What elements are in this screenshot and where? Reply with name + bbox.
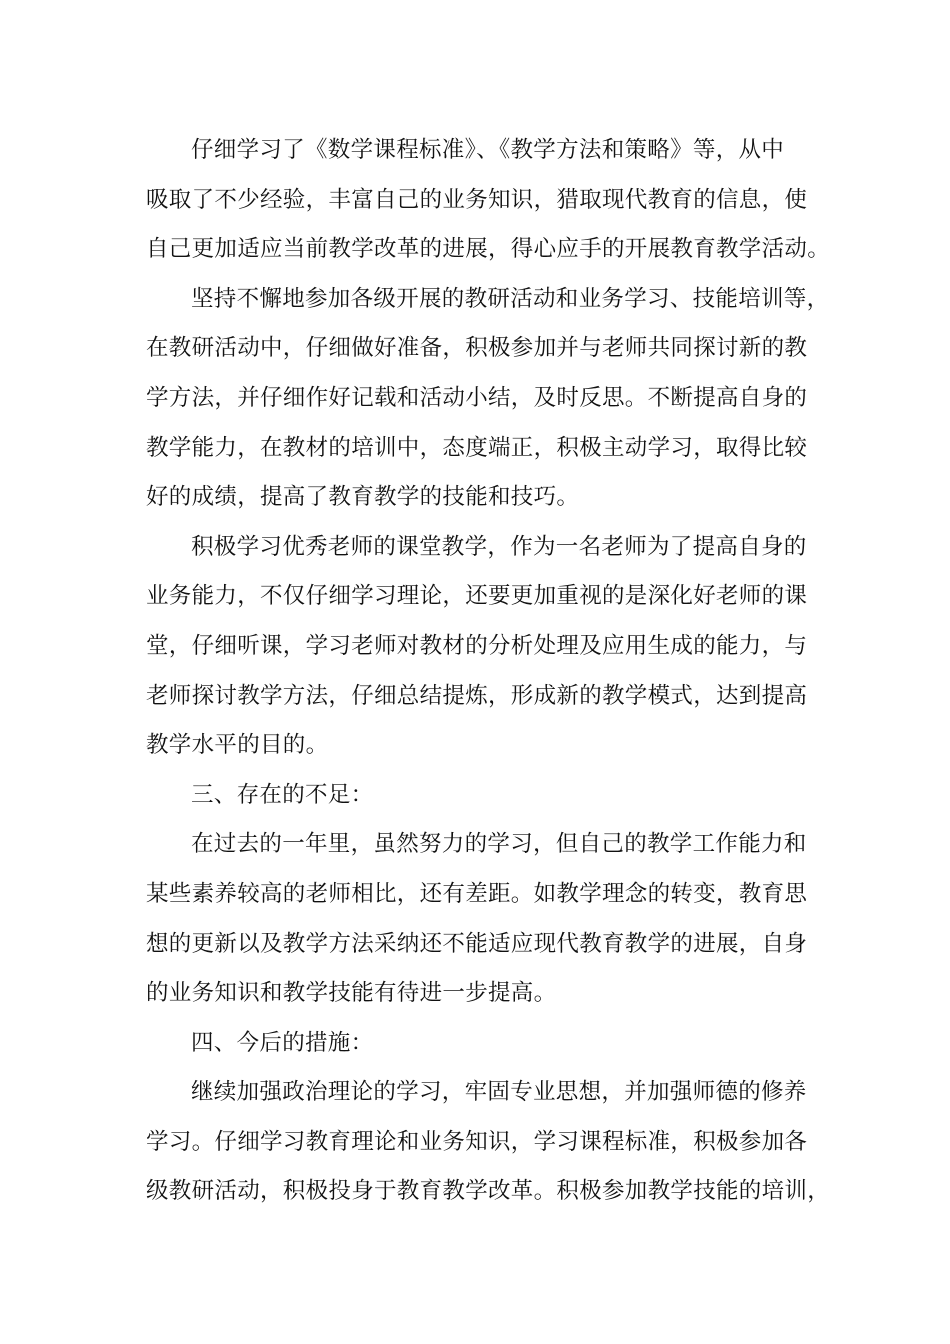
paragraph-line: 级教研活动，积极投身于教育教学改革。积极参加教学技能的培训， xyxy=(146,1178,831,1205)
paragraph-line: 继续加强政治理论的学习，牢固专业思想，并加强师德的修养 xyxy=(191,1079,807,1106)
paragraph-line: 学习。仔细学习教育理论和业务知识，学习课程标准，积极参加各 xyxy=(146,1128,808,1155)
paragraph-line: 自己更加适应当前教学改革的进展，得心应手的开展教育教学活动。 xyxy=(146,236,831,263)
paragraph-line: 教学水平的目的。 xyxy=(146,732,329,759)
paragraph-line: 的业务知识和教学技能有待进一步提高。 xyxy=(146,980,557,1007)
paragraph-line: 积极学习优秀老师的课堂教学，作为一名老师为了提高自身的 xyxy=(191,533,807,560)
paragraph-line: 坚持不懈地参加各级开展的教研活动和业务学习、技能培训等， xyxy=(191,285,830,312)
paragraph-line: 老师探讨教学方法，仔细总结提炼，形成新的教学模式，达到提高 xyxy=(146,682,808,709)
paragraph-line: 某些素养较高的老师相比，还有差距。如教学理念的转变，教育思 xyxy=(146,880,808,907)
paragraph-line: 教学能力，在教材的培训中，态度端正，积极主动学习，取得比较 xyxy=(146,434,808,461)
paragraph-line: 仔细学习了《数学课程标准》、《教学方法和策略》等，从中 xyxy=(191,137,785,163)
paragraph-line: 学方法，并仔细作好记载和活动小结，及时反思。不断提高自身的 xyxy=(146,384,808,411)
document-body xyxy=(146,126,834,1217)
paragraph-line: 好的成绩，提高了教育教学的技能和技巧。 xyxy=(146,484,580,511)
paragraph-line: 在教研活动中，仔细做好准备，积极参加并与老师共同探讨新的教 xyxy=(146,335,808,362)
paragraph-line: 业务能力，不仅仔细学习理论，还要更加重视的是深化好老师的课 xyxy=(146,583,808,610)
paragraph-line: 吸取了不少经验，丰富自己的业务知识，猎取现代教育的信息，使 xyxy=(146,186,808,213)
paragraph-line: 想的更新以及教学方法采纳还不能适应现代教育教学的进展，自身 xyxy=(146,930,808,957)
section-heading: 四、今后的措施： xyxy=(191,1029,374,1056)
paragraph-line: 堂，仔细听课，学习老师对教材的分析处理及应用生成的能力，与 xyxy=(146,632,808,659)
section-heading: 三、存在的不足： xyxy=(191,781,374,808)
paragraph-line: 在过去的一年里，虽然努力的学习，但自己的教学工作能力和 xyxy=(191,831,807,858)
